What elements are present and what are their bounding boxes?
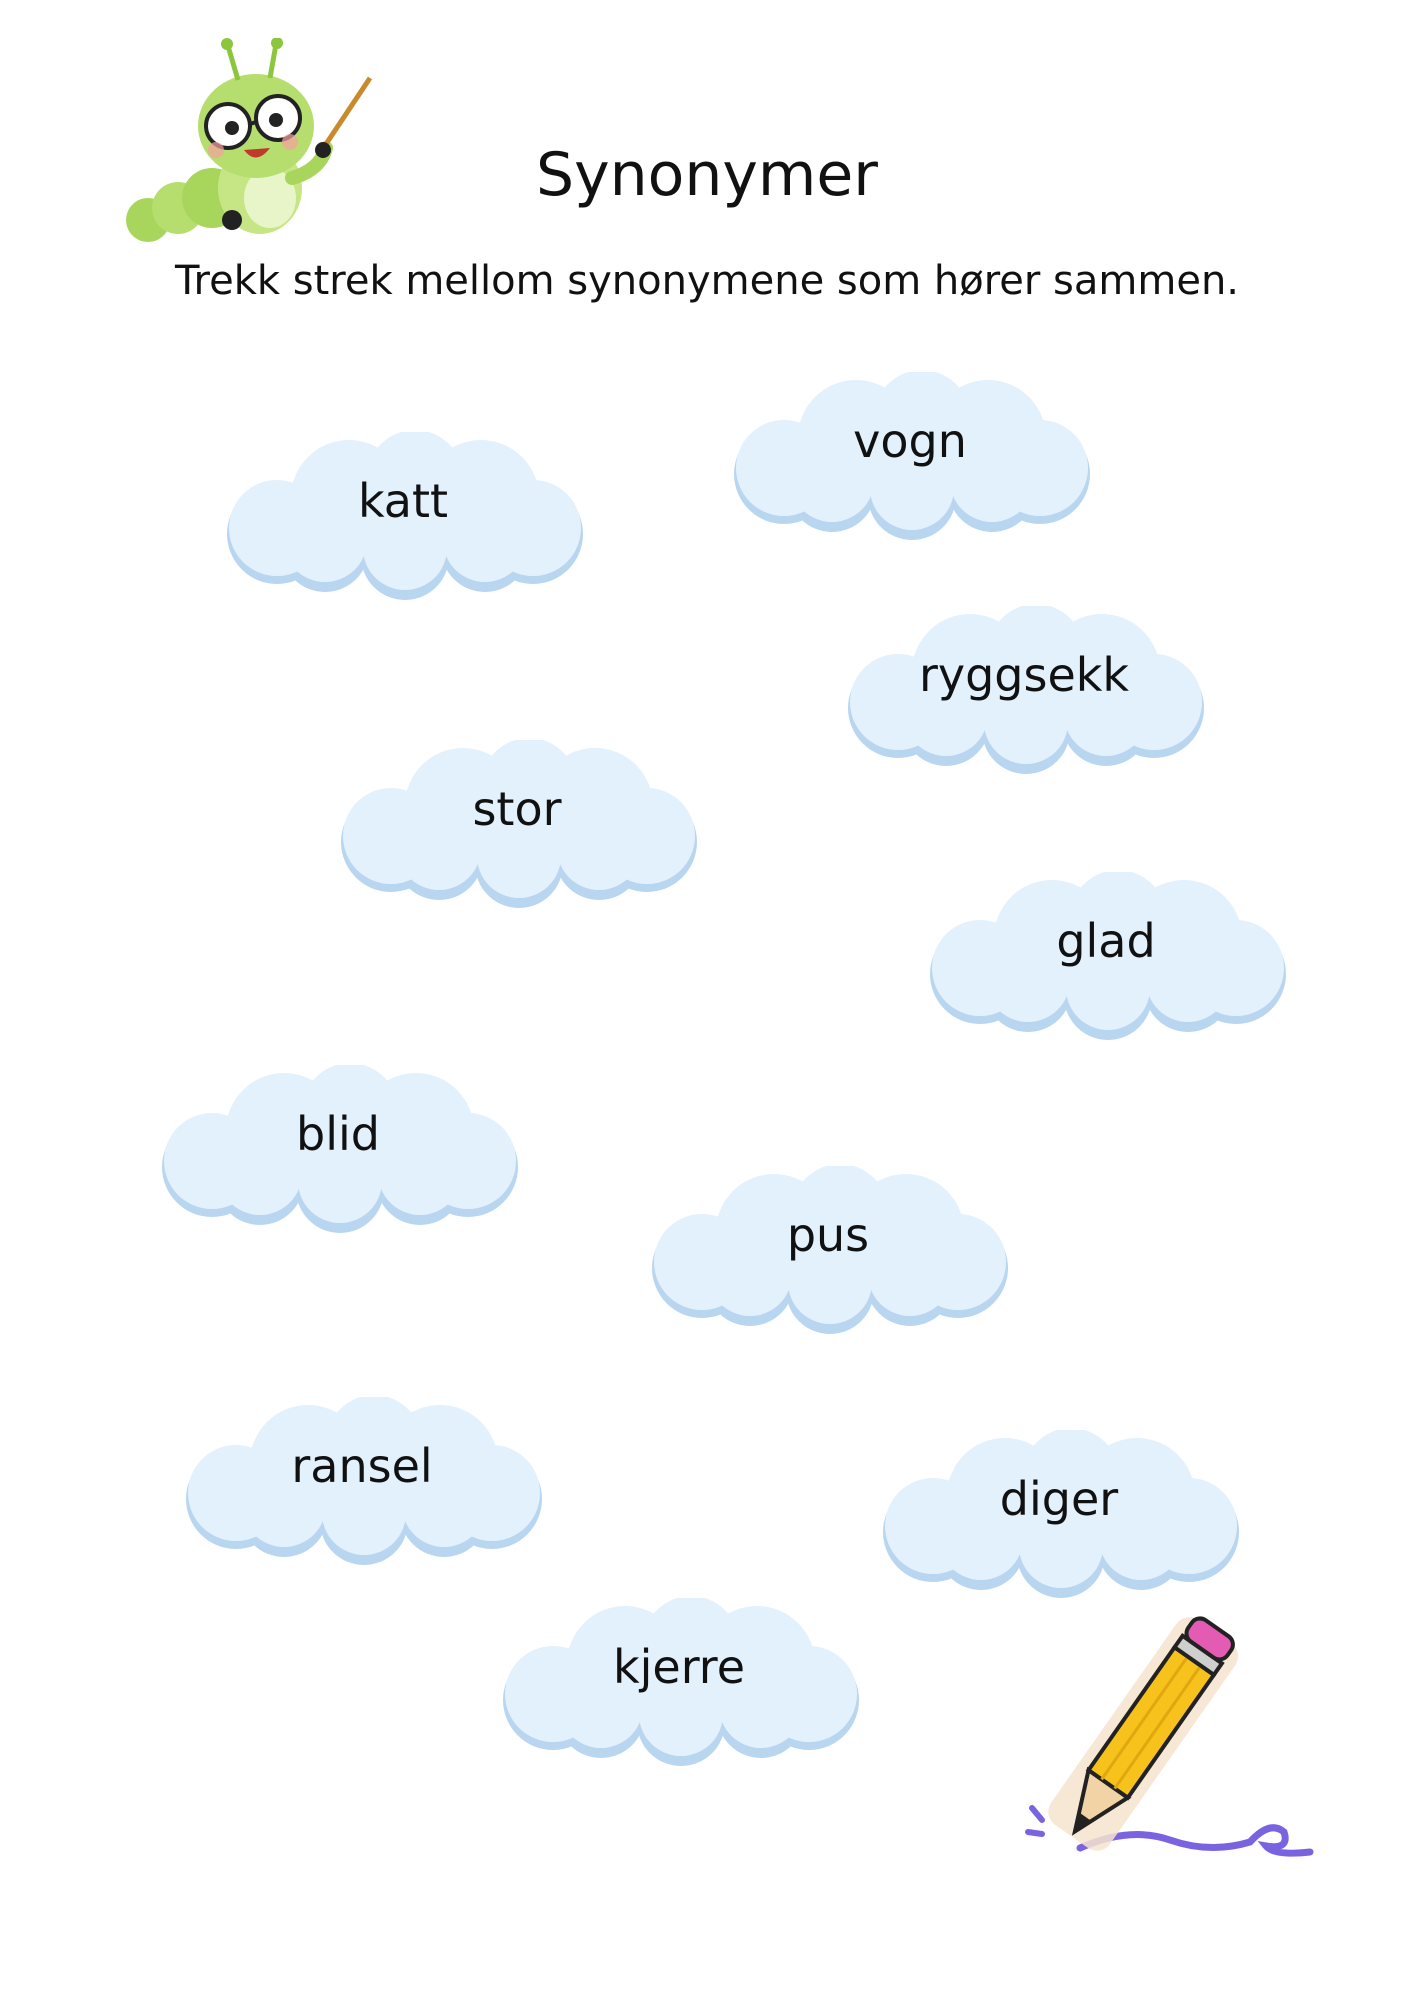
cloud-word: stor <box>472 782 562 836</box>
cloud-word: vogn <box>853 414 967 468</box>
cloud-katt[interactable] <box>215 432 591 600</box>
cloud-word: ryggsekk <box>918 648 1130 702</box>
cloud-glad[interactable] <box>918 872 1294 1040</box>
cloud-word: kjerre <box>612 1640 746 1694</box>
cloud-vogn[interactable] <box>722 372 1098 540</box>
page-title: Synonymer <box>536 140 878 210</box>
cloud-blid[interactable] <box>150 1065 526 1233</box>
instruction-text: Trekk strek mellom synonymene som hører sammen. <box>174 258 1240 304</box>
cloud-word: ransel <box>291 1439 433 1493</box>
cloud-word: pus <box>786 1208 870 1262</box>
cloud-word: diger <box>999 1472 1119 1526</box>
pencil-icon <box>1020 1570 1340 1880</box>
cloud-word: blid <box>296 1107 380 1161</box>
cloud-word: glad <box>1056 914 1156 968</box>
cloud-ransel[interactable] <box>174 1397 550 1565</box>
cloud-word: katt <box>357 474 449 528</box>
cloud-stor[interactable] <box>329 740 705 908</box>
cloud-pus[interactable] <box>640 1166 1016 1334</box>
cloud-ryggsekk[interactable] <box>836 606 1212 774</box>
cloud-kjerre[interactable] <box>491 1598 867 1766</box>
